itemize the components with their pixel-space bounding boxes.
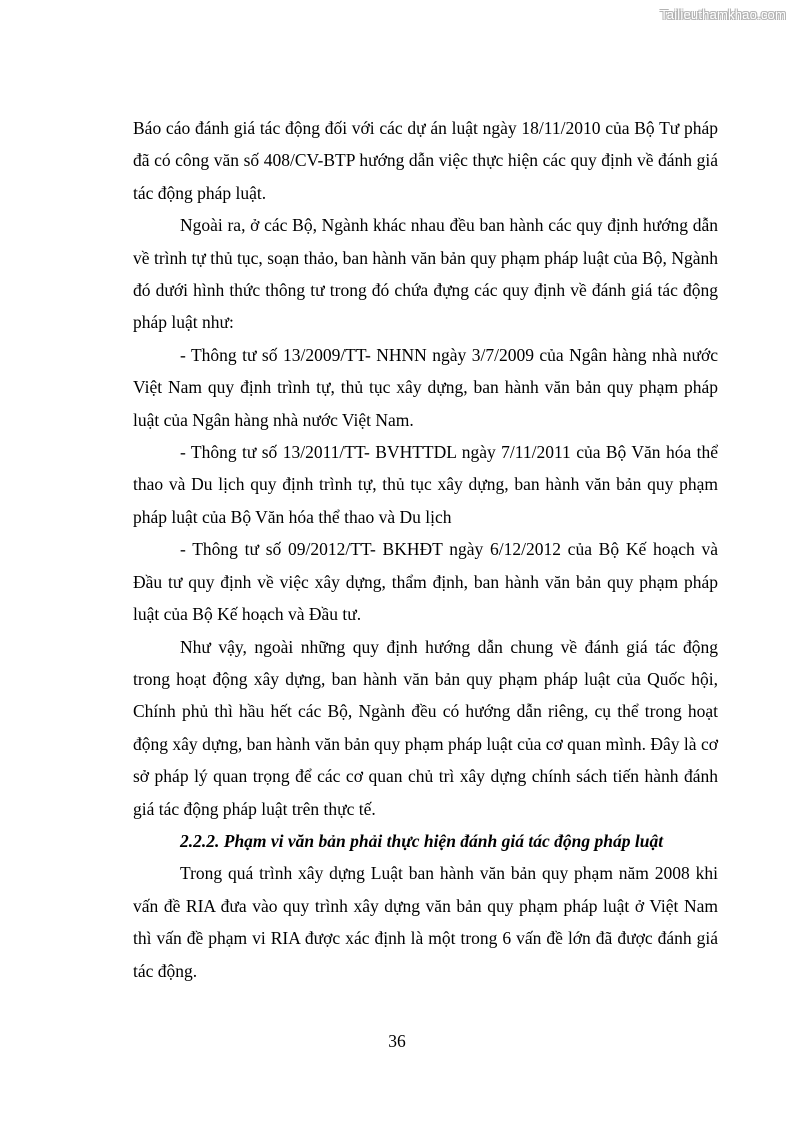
list-item: - Thông tư số 13/2011/TT- BVHTTDL ngày 7/11/2011 của Bộ Văn hóa thể thao và Du lịch quy định trình tự, thủ tục xây dựng, ban hành văn bản quy phạm pháp luật của Bộ Văn hóa thể thao và Du lịch [133, 442, 718, 527]
paragraph: Trong quá trình xây dựng Luật ban hành văn bản quy phạm năm 2008 khi vấn đề RIA đưa vào quy trình xây dựng văn bản quy phạm pháp luật ở Việt Nam thì vấn đề phạm vi RIA được xác định là một trong 6 vấn đề lớn đã được đánh giá tác động. [133, 863, 718, 981]
list-item: - Thông tư số 09/2012/TT- BKHĐT ngày 6/12/2012 của Bộ Kế hoạch và Đầu tư quy định về việc xây dựng, thẩm định, ban hành văn bản quy phạm pháp luật của Bộ Kế hoạch và Đầu tư. [133, 539, 718, 625]
document-body [133, 112, 718, 987]
paragraph: Ngoài ra, ở các Bộ, Ngành khác nhau đều ban hành các quy định hướng dẫn về trình tự thủ tục, soạn thảo, ban hành văn bản quy phạm pháp luật của Bộ, Ngành đó dưới hình thức thông tư trong đó chứa đựng các quy định về đánh giá tác động pháp luật như: [133, 215, 718, 333]
page-number: 36 [388, 1031, 406, 1051]
section-heading: 2.2.2. Phạm vi văn bản phải thực hiện đánh giá tác động pháp luật [180, 830, 664, 851]
list-item: - Thông tư số 13/2009/TT- NHNN ngày 3/7/2009 của Ngân hàng nhà nước Việt Nam quy định trình tự, thủ tục xây dựng, ban hành văn bản quy phạm pháp luật của Ngân hàng nhà nước Việt Nam. [133, 344, 718, 430]
watermark: Tailieuthamkhao.com [660, 7, 786, 22]
paragraph-continuation: Báo cáo đánh giá tác động đối với các dự án luật ngày 18/11/2010 của Bộ Tư pháp đã có công văn số 408/CV-BTP hướng dẫn việc thực hiện các quy định về đánh giá tác động pháp luật. [133, 118, 718, 203]
paragraph: Như vậy, ngoài những quy định hướng dẫn chung về đánh giá tác động trong hoạt động xây dựng, ban hành văn bản quy phạm pháp luật của Quốc hội, Chính phủ thì hầu hết các Bộ, Ngành đều có hướng dẫn riêng, cụ thể trong hoạt động xây dựng, ban hành văn bản quy phạm pháp luật của cơ quan mình. Đây là cơ sở pháp lý quan trọng để các cơ quan chủ trì xây dựng chính sách tiến hành đánh giá tác động pháp luật trên thực tế. [133, 636, 718, 819]
